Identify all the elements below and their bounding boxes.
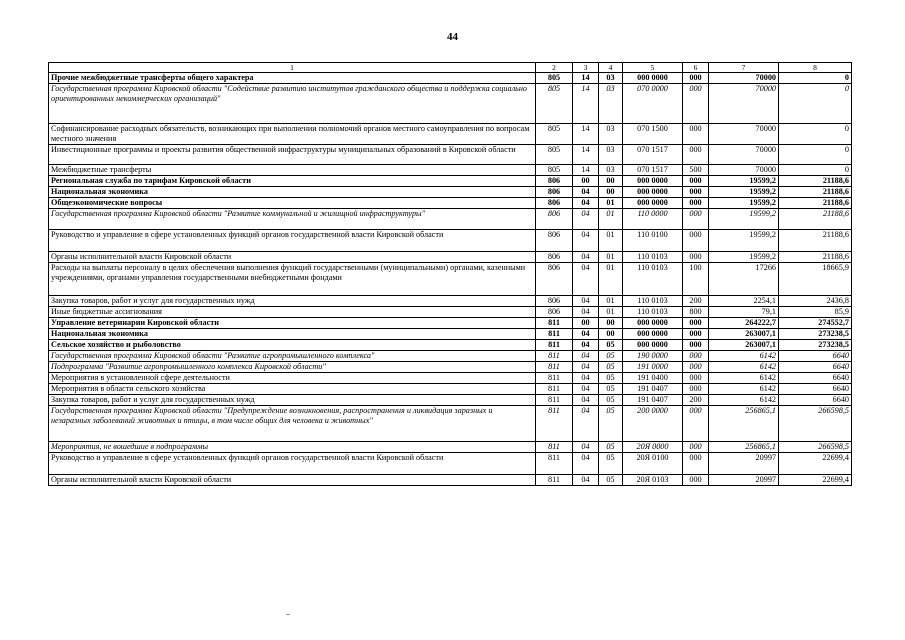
amount-2015-cell: 18665,9 [779, 263, 852, 296]
amount-2014-cell: 20997 [709, 475, 779, 486]
expense-type-cell: 000 [683, 230, 709, 252]
budget-table [48, 62, 852, 486]
page-number: 44 [447, 31, 458, 43]
section-code-cell: 04 [573, 395, 599, 406]
target-article-cell: 110 0103 [623, 296, 683, 307]
amount-2015-cell: 21188,6 [779, 252, 852, 263]
amount-2015-cell: 0 [779, 84, 852, 124]
item-name-cell: Мероприятия, не вошедшие в подпрограммы [49, 442, 536, 453]
section-code-cell: 04 [573, 406, 599, 442]
section-code-cell: 14 [573, 165, 599, 176]
subsection-code-cell: 05 [599, 373, 623, 384]
amount-2014-cell: 70000 [709, 145, 779, 165]
ministry-code-cell: 806 [536, 296, 573, 307]
section-code-cell: 04 [573, 263, 599, 296]
ministry-code-cell: 811 [536, 475, 573, 486]
item-name-cell: Государственная программа Кировской области "Содействие развитию институтов гражданского общества и поддержка социально ориентированных некоммерческих организаций" [49, 84, 536, 124]
subsection-code-cell: 05 [599, 406, 623, 442]
amount-2014-cell: 256865,1 [709, 442, 779, 453]
section-code-cell: 04 [573, 362, 599, 373]
section-code-cell: 04 [573, 329, 599, 340]
ministry-code-cell: 805 [536, 145, 573, 165]
ministry-code-cell: 805 [536, 73, 573, 84]
amount-2014-cell: 6142 [709, 395, 779, 406]
expense-type-cell: 000 [683, 84, 709, 124]
target-article-cell: 191 0000 [623, 362, 683, 373]
item-name-cell: Иные бюджетные ассигнования [49, 307, 536, 318]
expense-type-cell: 000 [683, 340, 709, 351]
item-name-cell: Закупка товаров, работ и услуг для государственных нужд [49, 296, 536, 307]
subsection-code-cell: 03 [599, 165, 623, 176]
item-name-cell: Руководство и управление в сфере установленных функций органов государственной власти Кировской области [49, 453, 536, 475]
ministry-code-cell: 806 [536, 198, 573, 209]
subsection-code-cell: 01 [599, 230, 623, 252]
target-article-cell: 110 0000 [623, 209, 683, 230]
header-cell: 1 [49, 63, 536, 73]
header-cell: 5 [623, 63, 683, 73]
section-code-cell: 14 [573, 124, 599, 145]
expense-type-cell: 200 [683, 296, 709, 307]
target-article-cell: 110 0100 [623, 230, 683, 252]
expense-type-cell: 000 [683, 209, 709, 230]
section-code-cell: 04 [573, 209, 599, 230]
table-row [49, 453, 852, 475]
item-name-cell: Государственная программа Кировской области "Предупреждение возникновения, распространения и ликвидация заразных и незаразных заболеваний животных и птицы, в том числе общих для человека и животных" [49, 406, 536, 442]
target-article-cell: 110 0103 [623, 252, 683, 263]
table-row [49, 176, 852, 187]
amount-2014-cell: 6142 [709, 362, 779, 373]
target-article-cell: 20Я 0103 [623, 475, 683, 486]
amount-2015-cell: 273238,5 [779, 340, 852, 351]
table-body [49, 63, 852, 486]
amount-2015-cell: 0 [779, 165, 852, 176]
section-code-cell: 04 [573, 373, 599, 384]
amount-2014-cell: 263007,1 [709, 329, 779, 340]
ministry-code-cell: 811 [536, 318, 573, 329]
table-row [49, 442, 852, 453]
amount-2015-cell: 21188,6 [779, 176, 852, 187]
subsection-code-cell: 05 [599, 362, 623, 373]
item-name-cell: Прочие межбюджетные трансферты общего характера [49, 73, 536, 84]
subsection-code-cell: 01 [599, 307, 623, 318]
amount-2014-cell: 19599,2 [709, 252, 779, 263]
ministry-code-cell: 806 [536, 187, 573, 198]
amount-2015-cell: 6640 [779, 384, 852, 395]
subsection-code-cell: 05 [599, 453, 623, 475]
ministry-code-cell: 811 [536, 442, 573, 453]
target-article-cell: 200 0000 [623, 406, 683, 442]
table-row [49, 230, 852, 252]
table-row [49, 373, 852, 384]
subsection-code-cell: 05 [599, 384, 623, 395]
table-row [49, 384, 852, 395]
item-name-cell: Государственная программа Кировской области "Развитие агропромышленного комплекса" [49, 351, 536, 362]
target-article-cell: 190 0000 [623, 351, 683, 362]
section-code-cell: 04 [573, 453, 599, 475]
section-code-cell: 04 [573, 340, 599, 351]
amount-2014-cell: 264222,7 [709, 318, 779, 329]
amount-2014-cell: 70000 [709, 165, 779, 176]
ministry-code-cell: 806 [536, 230, 573, 252]
header-cell: 3 [573, 63, 599, 73]
table-row [49, 252, 852, 263]
target-article-cell: 070 0000 [623, 84, 683, 124]
amount-2015-cell: 6640 [779, 373, 852, 384]
amount-2014-cell: 20997 [709, 453, 779, 475]
amount-2014-cell: 19599,2 [709, 209, 779, 230]
target-article-cell: 070 1500 [623, 124, 683, 145]
section-code-cell: 14 [573, 145, 599, 165]
amount-2015-cell: 22699,4 [779, 475, 852, 486]
ministry-code-cell: 811 [536, 340, 573, 351]
ministry-code-cell: 811 [536, 453, 573, 475]
ministry-code-cell: 806 [536, 263, 573, 296]
target-article-cell: 000 0000 [623, 340, 683, 351]
amount-2014-cell: 6142 [709, 384, 779, 395]
amount-2015-cell: 0 [779, 124, 852, 145]
subsection-code-cell: 05 [599, 351, 623, 362]
item-name-cell: Мероприятия в установленной сфере деятельности [49, 373, 536, 384]
target-article-cell: 000 0000 [623, 176, 683, 187]
ministry-code-cell: 811 [536, 329, 573, 340]
target-article-cell: 000 0000 [623, 187, 683, 198]
table-row [49, 198, 852, 209]
target-article-cell: 000 0000 [623, 198, 683, 209]
subsection-code-cell: 03 [599, 145, 623, 165]
target-article-cell: 110 0103 [623, 307, 683, 318]
amount-2015-cell: 21188,6 [779, 187, 852, 198]
ministry-code-cell: 811 [536, 395, 573, 406]
section-code-cell: 04 [573, 187, 599, 198]
amount-2015-cell: 21188,6 [779, 209, 852, 230]
target-article-cell: 110 0103 [623, 263, 683, 296]
amount-2015-cell: 6640 [779, 351, 852, 362]
subsection-code-cell: 03 [599, 84, 623, 124]
table-row [49, 165, 852, 176]
table-row [49, 263, 852, 296]
section-code-cell: 04 [573, 384, 599, 395]
expense-type-cell: 000 [683, 73, 709, 84]
header-cell: 6 [683, 63, 709, 73]
item-name-cell: Мероприятия в области сельского хозяйства [49, 384, 536, 395]
amount-2015-cell: 0 [779, 73, 852, 84]
table-row [49, 318, 852, 329]
amount-2014-cell: 79,1 [709, 307, 779, 318]
table-row [49, 395, 852, 406]
table-row [49, 145, 852, 165]
amount-2014-cell: 6142 [709, 373, 779, 384]
expense-type-cell: 500 [683, 165, 709, 176]
expense-type-cell: 000 [683, 475, 709, 486]
amount-2015-cell: 85,9 [779, 307, 852, 318]
expense-type-cell: 000 [683, 453, 709, 475]
table-row [49, 340, 852, 351]
target-article-cell: 191 0400 [623, 373, 683, 384]
subsection-code-cell: 05 [599, 442, 623, 453]
table-row [49, 307, 852, 318]
expense-type-cell: 800 [683, 307, 709, 318]
table-row [49, 362, 852, 373]
amount-2015-cell: 21188,6 [779, 198, 852, 209]
header-cell: 8 [779, 63, 852, 73]
ministry-code-cell: 805 [536, 124, 573, 145]
section-code-cell: 04 [573, 475, 599, 486]
target-article-cell: 000 0000 [623, 318, 683, 329]
ministry-code-cell: 811 [536, 373, 573, 384]
expense-type-cell: 100 [683, 263, 709, 296]
item-name-cell: Подпрограмма "Развитие агропромышленного комплекса Кировской области" [49, 362, 536, 373]
target-article-cell: 20Я 0100 [623, 453, 683, 475]
target-article-cell: 000 0000 [623, 329, 683, 340]
ministry-code-cell: 806 [536, 252, 573, 263]
expense-type-cell: 200 [683, 395, 709, 406]
section-code-cell: 04 [573, 198, 599, 209]
ministry-code-cell: 805 [536, 84, 573, 124]
expense-type-cell: 000 [683, 176, 709, 187]
expense-type-cell: 000 [683, 373, 709, 384]
table-row [49, 296, 852, 307]
ministry-code-cell: 811 [536, 351, 573, 362]
amount-2015-cell: 6640 [779, 395, 852, 406]
item-name-cell: Государственная программа Кировской области "Развитие коммунальной и жилищной инфраструктуры" [49, 209, 536, 230]
amount-2015-cell: 0 [779, 145, 852, 165]
amount-2015-cell: 273238,5 [779, 329, 852, 340]
amount-2014-cell: 19599,2 [709, 230, 779, 252]
expense-type-cell: 000 [683, 318, 709, 329]
section-code-cell: 00 [573, 318, 599, 329]
header-row [49, 63, 852, 73]
expense-type-cell: 000 [683, 384, 709, 395]
subsection-code-cell: 05 [599, 475, 623, 486]
expense-type-cell: 000 [683, 442, 709, 453]
subsection-code-cell: 01 [599, 209, 623, 230]
amount-2014-cell: 2254,1 [709, 296, 779, 307]
header-cell: 2 [536, 63, 573, 73]
amount-2014-cell: 19599,2 [709, 176, 779, 187]
target-article-cell: 070 1517 [623, 145, 683, 165]
subsection-code-cell: 03 [599, 73, 623, 84]
section-code-cell: 04 [573, 252, 599, 263]
amount-2014-cell: 70000 [709, 124, 779, 145]
table-row [49, 73, 852, 84]
target-article-cell: 191 0407 [623, 384, 683, 395]
expense-type-cell: 000 [683, 187, 709, 198]
amount-2014-cell: 17266 [709, 263, 779, 296]
table-row [49, 187, 852, 198]
ministry-code-cell: 811 [536, 384, 573, 395]
subsection-code-cell: 03 [599, 124, 623, 145]
table-row [49, 329, 852, 340]
amount-2014-cell: 70000 [709, 73, 779, 84]
section-code-cell: 04 [573, 351, 599, 362]
subsection-code-cell: 00 [599, 329, 623, 340]
item-name-cell: Софинансирование расходных обязательств, возникающих при выполнении полномочий органов местного самоуправления по вопросам местного значения [49, 124, 536, 145]
amount-2015-cell: 266598,5 [779, 442, 852, 453]
item-name-cell: Региональная служба по тарифам Кировской области [49, 176, 536, 187]
amount-2014-cell: 6142 [709, 351, 779, 362]
ministry-code-cell: 811 [536, 406, 573, 442]
amount-2014-cell: 263007,1 [709, 340, 779, 351]
amount-2014-cell: 19599,2 [709, 187, 779, 198]
item-name-cell: Инвестиционные программы и проекты развития общественной инфраструктуры муниципальных образований в Кировской области [49, 145, 536, 165]
item-name-cell: Управление ветеринарии Кировской области [49, 318, 536, 329]
expense-type-cell: 000 [683, 124, 709, 145]
amount-2015-cell: 2436,8 [779, 296, 852, 307]
item-name-cell: Органы исполнительной власти Кировской области [49, 475, 536, 486]
section-code-cell: 14 [573, 73, 599, 84]
amount-2015-cell: 22699,4 [779, 453, 852, 475]
ministry-code-cell: 805 [536, 165, 573, 176]
target-article-cell: 191 0407 [623, 395, 683, 406]
subsection-code-cell: 00 [599, 176, 623, 187]
item-name-cell: Сельское хозяйство и рыболовство [49, 340, 536, 351]
amount-2015-cell: 21188,6 [779, 230, 852, 252]
amount-2015-cell: 266598,5 [779, 406, 852, 442]
amount-2014-cell: 70000 [709, 84, 779, 124]
section-code-cell: 14 [573, 84, 599, 124]
subsection-code-cell: 00 [599, 318, 623, 329]
expense-type-cell: 000 [683, 252, 709, 263]
subsection-code-cell: 00 [599, 187, 623, 198]
subsection-code-cell: 01 [599, 263, 623, 296]
expense-type-cell: 000 [683, 351, 709, 362]
section-code-cell: 00 [573, 176, 599, 187]
ministry-code-cell: 806 [536, 209, 573, 230]
table-row [49, 124, 852, 145]
target-article-cell: 000 0000 [623, 73, 683, 84]
expense-type-cell: 000 [683, 198, 709, 209]
amount-2014-cell: 19599,2 [709, 198, 779, 209]
item-name-cell: Межбюджетные трансферты [49, 165, 536, 176]
item-name-cell: Общеэкономические вопросы [49, 198, 536, 209]
table-row [49, 406, 852, 442]
subsection-code-cell: 05 [599, 340, 623, 351]
table-row [49, 209, 852, 230]
section-code-cell: 04 [573, 230, 599, 252]
scan-mark [286, 614, 290, 615]
section-code-cell: 04 [573, 442, 599, 453]
expense-type-cell: 000 [683, 145, 709, 165]
section-code-cell: 04 [573, 296, 599, 307]
table-row [49, 475, 852, 486]
item-name-cell: Расходы на выплаты персоналу в целях обеспечения выполнения функций государственными (муниципальными) органами, казенными учреждениями, органами управления государственными внебюджетными фондами [49, 263, 536, 296]
amount-2015-cell: 6640 [779, 362, 852, 373]
table-row [49, 84, 852, 124]
ministry-code-cell: 811 [536, 362, 573, 373]
item-name-cell: Руководство и управление в сфере установленных функций органов государственной власти Кировской области [49, 230, 536, 252]
expense-type-cell: 000 [683, 406, 709, 442]
table-row [49, 351, 852, 362]
subsection-code-cell: 01 [599, 198, 623, 209]
section-code-cell: 04 [573, 307, 599, 318]
header-cell: 7 [709, 63, 779, 73]
item-name-cell: Национальная экономика [49, 329, 536, 340]
amount-2014-cell: 256865,1 [709, 406, 779, 442]
target-article-cell: 20Я 0000 [623, 442, 683, 453]
ministry-code-cell: 806 [536, 307, 573, 318]
expense-type-cell: 000 [683, 362, 709, 373]
ministry-code-cell: 806 [536, 176, 573, 187]
header-cell: 4 [599, 63, 623, 73]
expense-type-cell: 000 [683, 329, 709, 340]
item-name-cell: Национальная экономика [49, 187, 536, 198]
subsection-code-cell: 01 [599, 252, 623, 263]
item-name-cell: Закупка товаров, работ и услуг для государственных нужд [49, 395, 536, 406]
item-name-cell: Органы исполнительной власти Кировской области [49, 252, 536, 263]
subsection-code-cell: 01 [599, 296, 623, 307]
subsection-code-cell: 05 [599, 395, 623, 406]
target-article-cell: 070 1517 [623, 165, 683, 176]
amount-2015-cell: 274552,7 [779, 318, 852, 329]
